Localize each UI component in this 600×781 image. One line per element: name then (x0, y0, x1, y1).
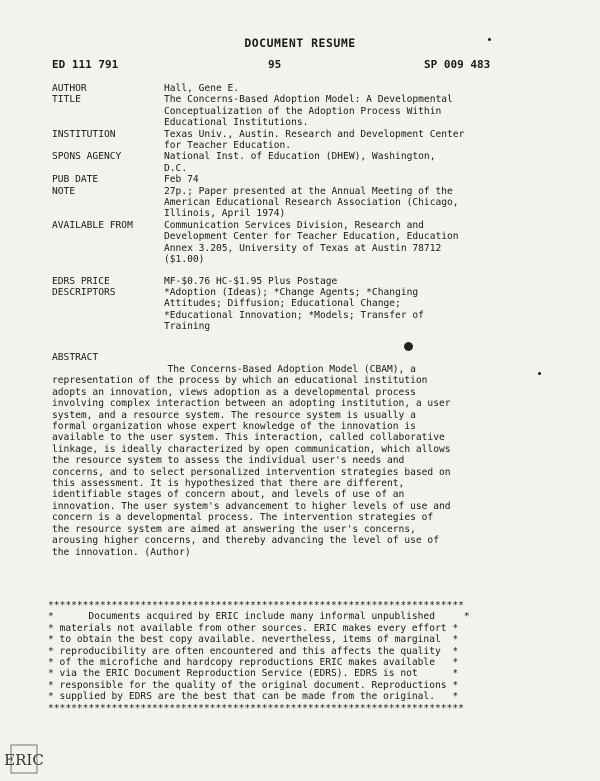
field-label: SPONS AGENCY (52, 151, 122, 163)
field-row (52, 117, 572, 128)
eric-notice-box (48, 600, 578, 714)
abstract-line: available to the user system. This interaction, called collaborative (52, 432, 445, 444)
abstract-line: the resource system to assess the individual user's needs and (52, 455, 405, 467)
field-value: Educational Institutions. (164, 117, 309, 129)
field-label: PUB DATE (52, 174, 99, 186)
abstract-line: representation of the process by which an educational institution (52, 375, 428, 387)
notice-line: ************************************************************************ (48, 702, 464, 714)
field-label (52, 208, 164, 219)
field-value: D.C. (164, 162, 188, 174)
abstract-line: adopts an innovation, views adoption as a developmental process (52, 386, 416, 398)
field-value: Texas Univ., Austin. Research and Development Center (164, 128, 465, 140)
abstract-line: system, and a resource system. The resource system is usually a (52, 409, 416, 421)
notice-line: * via the ERIC Document Reproduction Service (EDRS). EDRS is not * (48, 668, 459, 680)
field-label: AVAILABLE FROM (52, 219, 133, 231)
field-row (52, 94, 572, 105)
notice-line: * of the microfiche and hardcopy reproductions ERIC makes available * (48, 657, 459, 669)
field-label (52, 298, 164, 309)
sp-number: SP 009 483 (424, 58, 491, 71)
field-label (52, 106, 164, 117)
abstract-line: innovation. The user system's advancement to higher levels of use and (52, 500, 451, 512)
abstract-line: the resource system are aimed at answering the user's concerns, (52, 523, 416, 535)
field-value: Communication Services Division, Research and (164, 219, 424, 231)
field-label: INSTITUTION (52, 128, 116, 140)
field-row (52, 163, 572, 174)
field-value: Hall, Gene E. (164, 83, 240, 94)
field-value: *Adoption (Ideas); *Change Agents; *Changing (164, 286, 419, 298)
notice-line: * reproducibility are often encountered and this affects the quality * (48, 645, 459, 657)
field-value: Conceptualization of the Adoption Process Within (164, 105, 442, 117)
field-label (52, 163, 164, 174)
abstract-line: the innovation. (Author) (52, 546, 191, 558)
field-label: DESCRIPTORS (52, 286, 116, 298)
field-value: The Concerns-Based Adoption Model: A Developmental (164, 94, 453, 106)
field-label (52, 321, 164, 332)
field-value: Training (164, 321, 211, 333)
field-row (52, 298, 572, 309)
field-row (52, 231, 572, 242)
field-row (52, 208, 572, 219)
field-label (52, 117, 164, 128)
field-label: TITLE (52, 94, 81, 106)
field-value: 27p.; Paper presented at the Annual Meeting of the (164, 185, 453, 197)
abstract-line: identifiable stages of concern about, and levels of use of an (52, 489, 405, 501)
field-value: Attitudes; Diffusion; Educational Change; (164, 298, 401, 310)
scan-speck (488, 38, 491, 41)
scan-speck (538, 372, 541, 375)
field-label (52, 254, 164, 265)
field-row (52, 254, 572, 265)
field-value: *Educational Innovation; *Models; Transfer of (164, 309, 424, 321)
field-label: AUTHOR (52, 83, 87, 94)
abstract-line: linkage, is ideally characterized by open communication, which allows (52, 443, 451, 455)
field-value: Annex 3.205, University of Texas at Austin 78712 (164, 242, 442, 254)
field-row (52, 83, 572, 94)
field-row (52, 174, 572, 185)
field-label: EDRS PRICE (52, 275, 110, 287)
field-row (52, 197, 572, 208)
abstract-text (52, 364, 572, 558)
field-row (52, 106, 572, 117)
field-value: Illinois, April 1974) (164, 208, 286, 220)
abstract-line: concern is a developmental process. The intervention strategies of (52, 512, 434, 524)
field-row (52, 129, 572, 140)
field-value: National Inst. of Education (DHEW), Washington, (164, 151, 436, 163)
scan-blot (404, 342, 413, 351)
field-label (52, 310, 164, 321)
field-row (52, 151, 572, 162)
notice-line: * Documents acquired by ERIC include many informal unpublished * (48, 611, 470, 623)
field-label (52, 243, 164, 254)
notice-line: * supplied by EDRS are the best that can be made from the original. * (48, 691, 459, 703)
field-label (52, 197, 164, 208)
notice-line: * responsible for the quality of the original document. Reproductions * (48, 679, 459, 691)
field-row (52, 310, 572, 321)
field-value: Development Center for Teacher Education, Education (164, 231, 459, 243)
field-row (52, 321, 572, 332)
field-row (52, 140, 572, 151)
abstract-line: formal organization whose expert knowledge of the innovation is (52, 421, 416, 433)
field-value: American Educational Research Association (Chicago, (164, 197, 459, 209)
abstract-line: this assessment. It is hypothesized that there are different, (52, 478, 405, 490)
eric-logo-text: ERIC (4, 751, 44, 769)
field-value: Feb 74 (164, 174, 199, 186)
field-label (52, 231, 164, 242)
abstract-line: The Concerns-Based Adoption Model (CBAM), a (52, 364, 416, 375)
field-row (52, 220, 572, 231)
abstract-line: involving complex interaction between an adopting institution, a user (52, 398, 451, 410)
notice-line: ************************************************************************ (48, 600, 464, 611)
abstract-line: arousing higher concerns, and thereby advancing the level of use of (52, 535, 439, 547)
field-label (52, 140, 164, 151)
field-value: MF-$0.76 HC-$1.95 Plus Postage (164, 275, 338, 287)
field-row (52, 243, 572, 254)
ed-number: ED 111 791 (52, 58, 119, 71)
field-value: for Teacher Education. (164, 140, 292, 152)
abstract-line: concerns, and to select personalized intervention strategies based on (52, 466, 451, 478)
field-row (52, 276, 572, 287)
document-title: DOCUMENT RESUME (244, 36, 356, 50)
abstract-label: ABSTRACT (52, 352, 99, 363)
notice-line: * to obtain the best copy available. nevertheless, items of marginal * (48, 634, 459, 646)
field-label: NOTE (52, 185, 76, 197)
field-row (52, 287, 572, 298)
field-row (52, 186, 572, 197)
notice-line: * materials not available from other sources. ERIC makes every effort * (48, 622, 459, 634)
middle-number: 95 (268, 58, 282, 71)
eric-logo (4, 744, 44, 774)
field-value: ($1.00) (164, 254, 205, 266)
metadata-fields (52, 83, 572, 333)
